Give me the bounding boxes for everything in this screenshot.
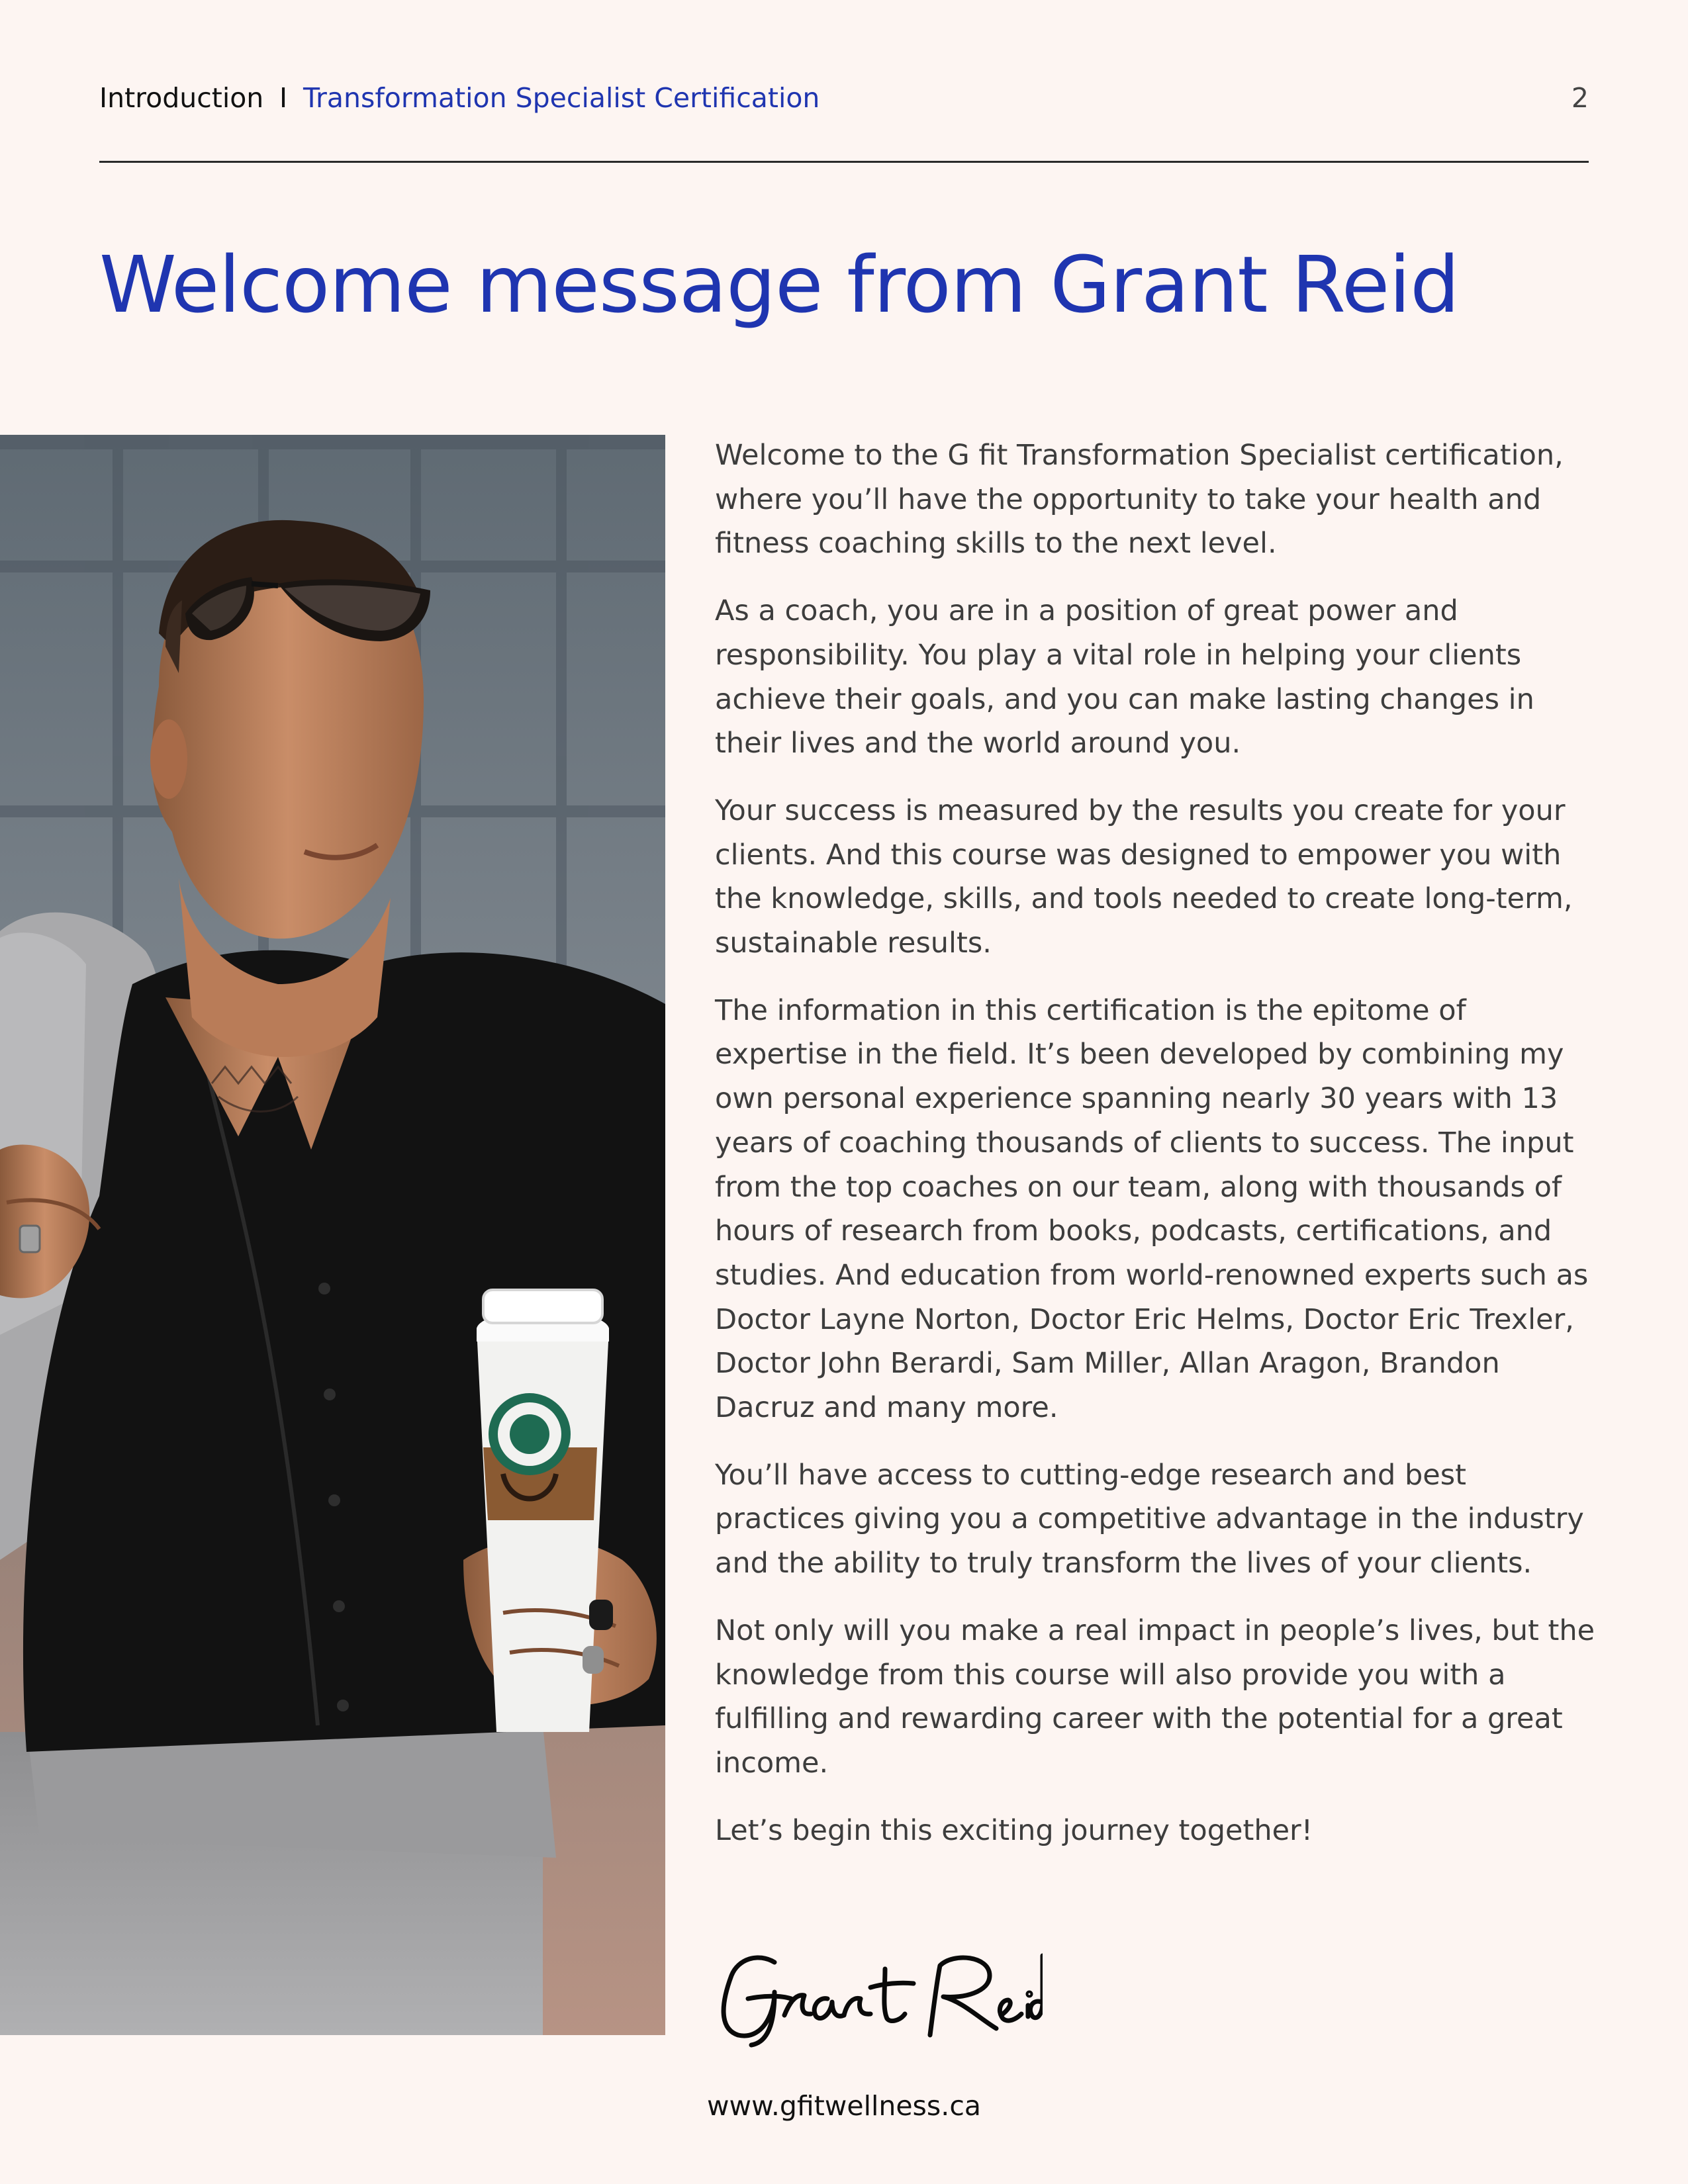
handwritten-signature bbox=[712, 1936, 1043, 2048]
paragraph: You’ll have access to cutting-edge research and best practices giving you a competitive advantage in the industry and the ability to truly transform the lives of your clients. bbox=[715, 1458, 1584, 1580]
paragraph: The information in this certification is the epitome of expertise in the field. It’s been developed by combining my own personal experience spanning nearly 30 years with 13 years of coaching thousands of clients to success. The input from the top coaches on our team, along with thousands of hours of research from books, podcasts, certifications, and studies. And education from world-renowned experts such as Doctor Layne Norton, Doctor Eric Helms, Doctor Eric Trexler, Doctor John Berardi, Sam Miller, Allan Aragon, Brandon Dacruz and many more. bbox=[715, 993, 1589, 1425]
header-separator: I bbox=[279, 82, 288, 114]
paragraph: Your success is measured by the results you create for your clients. And this course was designed to empower you with the knowledge, skills, and tools needed to create long-term, sustainable results. bbox=[715, 794, 1573, 960]
welcome-letter-body bbox=[715, 433, 1595, 1876]
author-photo bbox=[0, 435, 665, 2035]
section-label: Introduction bbox=[99, 82, 264, 114]
paragraph: Welcome to the G fit Transformation Specialist certification, where you’ll have the opportunity to take your health and fitness coaching skills to the next level. bbox=[715, 439, 1564, 561]
page-title: Welcome message from Grant Reid bbox=[99, 239, 1459, 330]
paragraph: As a coach, you are in a position of great power and responsibility. You play a vital role in helping your clients achieve their goals, and you can make lasting changes in their lives and the world around you. bbox=[715, 594, 1534, 760]
paragraph: Let’s begin this exciting journey together! bbox=[715, 1813, 1313, 1847]
header-divider bbox=[99, 161, 1589, 163]
paragraph: Not only will you make a real impact in people’s lives, but the knowledge from this course will also provide you with a fulfilling and rewarding career with the potential for a great income. bbox=[715, 1614, 1595, 1780]
document-title: Transformation Specialist Certification bbox=[303, 82, 820, 114]
page-header bbox=[99, 82, 1589, 122]
website-footer: www.gfitwellness.ca bbox=[707, 2090, 981, 2122]
page-number: 2 bbox=[1571, 82, 1589, 114]
